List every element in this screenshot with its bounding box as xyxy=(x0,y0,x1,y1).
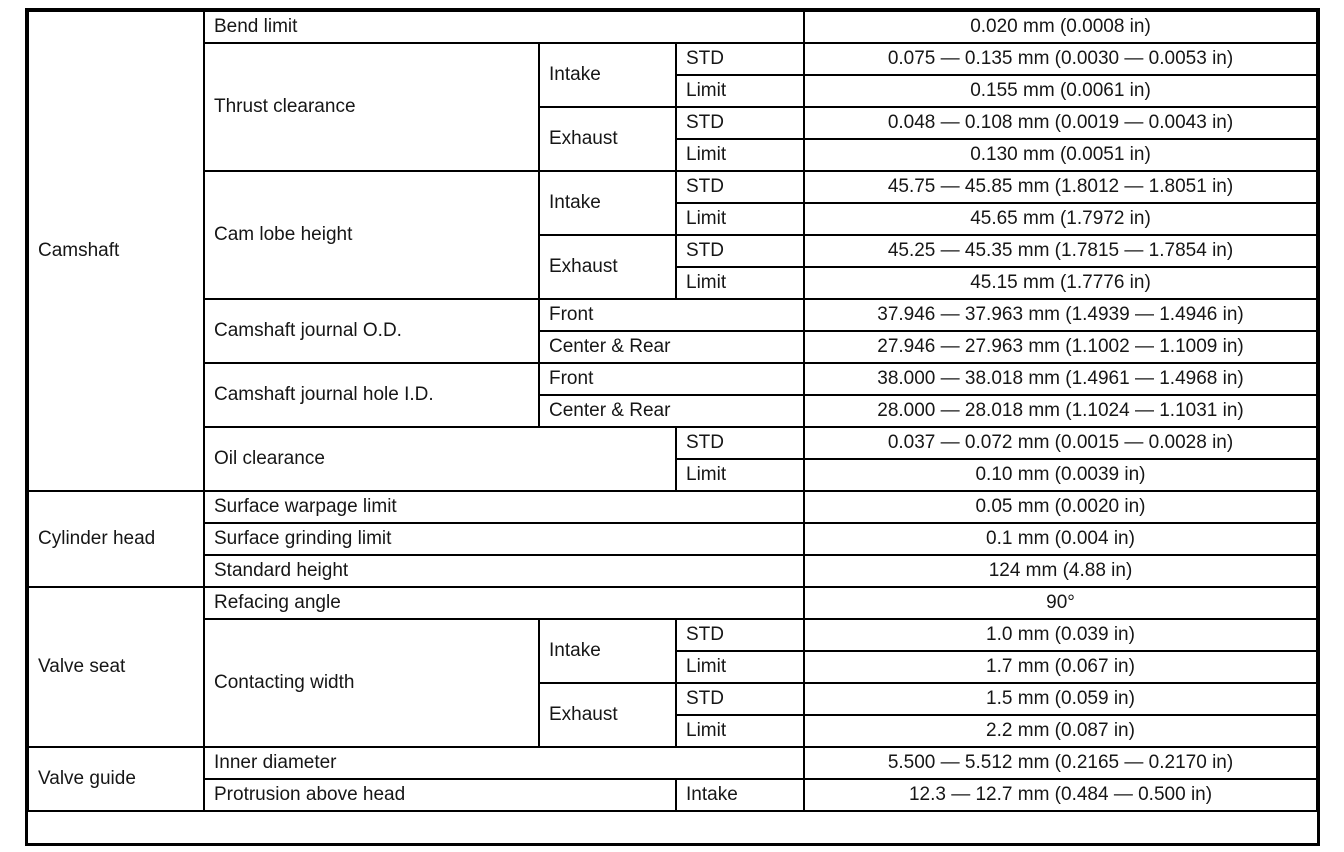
cell-center-rear-label: Center & Rear xyxy=(539,331,804,363)
table-row xyxy=(28,619,1317,651)
cell-journal-od-front-value: 37.946 — 37.963 mm (1.4939 — 1.4946 in) xyxy=(804,299,1317,331)
table-row xyxy=(28,779,1317,811)
cell-journal-od-center-rear-value: 27.946 — 27.963 mm (1.1002 — 1.1009 in) xyxy=(804,331,1317,363)
table-row xyxy=(28,299,1317,331)
cell-limit-label: Limit xyxy=(676,203,804,235)
cell-std-label: STD xyxy=(676,43,804,75)
cell-limit-label: Limit xyxy=(676,651,804,683)
cell-lobe-exhaust-limit-value: 45.15 mm (1.7776 in) xyxy=(804,267,1317,299)
cell-thrust-clearance-label: Thrust clearance xyxy=(204,43,539,171)
table-row xyxy=(28,587,1317,619)
cell-refacing-angle-label: Refacing angle xyxy=(204,587,804,619)
cell-protrusion-label: Protrusion above head xyxy=(204,779,676,811)
cell-surface-grinding-label: Surface grinding limit xyxy=(204,523,804,555)
cell-front-label: Front xyxy=(539,299,804,331)
cell-contacting-width-label: Contacting width xyxy=(204,619,539,747)
cell-limit-label: Limit xyxy=(676,75,804,107)
cell-limit-label: Limit xyxy=(676,715,804,747)
cell-thrust-exhaust-limit-value: 0.130 mm (0.0051 in) xyxy=(804,139,1317,171)
cell-oil-clearance-limit-value: 0.10 mm (0.0039 in) xyxy=(804,459,1317,491)
cell-contacting-exhaust-std-value: 1.5 mm (0.059 in) xyxy=(804,683,1317,715)
cell-std-label: STD xyxy=(676,427,804,459)
cell-limit-label: Limit xyxy=(676,139,804,171)
cell-surface-warpage-label: Surface warpage limit xyxy=(204,491,804,523)
cell-intake-label: Intake xyxy=(676,779,804,811)
cell-surface-grinding-value: 0.1 mm (0.004 in) xyxy=(804,523,1317,555)
cell-inner-diameter-label: Inner diameter xyxy=(204,747,804,779)
cell-std-label: STD xyxy=(676,235,804,267)
table-row xyxy=(28,171,1317,203)
cell-thrust-exhaust-std-value: 0.048 — 0.108 mm (0.0019 — 0.0043 in) xyxy=(804,107,1317,139)
cell-contacting-exhaust-limit-value: 2.2 mm (0.087 in) xyxy=(804,715,1317,747)
cell-component-camshaft: Camshaft xyxy=(28,11,204,491)
table-row xyxy=(28,11,1317,43)
cell-limit-label: Limit xyxy=(676,459,804,491)
cell-journal-hole-id-label: Camshaft journal hole I.D. xyxy=(204,363,539,427)
cell-standard-height-label: Standard height xyxy=(204,555,804,587)
cell-bend-limit-label: Bend limit xyxy=(204,11,804,43)
cell-component-valve-guide: Valve guide xyxy=(28,747,204,811)
cell-journal-od-label: Camshaft journal O.D. xyxy=(204,299,539,363)
cell-refacing-angle-value: 90° xyxy=(804,587,1317,619)
cell-intake-label: Intake xyxy=(539,171,676,235)
cell-journal-id-front-value: 38.000 — 38.018 mm (1.4961 — 1.4968 in) xyxy=(804,363,1317,395)
cell-cam-lobe-height-label: Cam lobe height xyxy=(204,171,539,299)
cell-oil-clearance-std-value: 0.037 — 0.072 mm (0.0015 — 0.0028 in) xyxy=(804,427,1317,459)
table-row xyxy=(28,363,1317,395)
table-row xyxy=(28,43,1317,75)
table-row xyxy=(28,427,1317,459)
cell-exhaust-label: Exhaust xyxy=(539,235,676,299)
cell-std-label: STD xyxy=(676,619,804,651)
cell-journal-id-center-rear-value: 28.000 — 28.018 mm (1.1024 — 1.1031 in) xyxy=(804,395,1317,427)
cell-std-label: STD xyxy=(676,107,804,139)
cell-std-label: STD xyxy=(676,171,804,203)
cell-intake-label: Intake xyxy=(539,43,676,107)
cell-center-rear-label: Center & Rear xyxy=(539,395,804,427)
cell-contacting-intake-limit-value: 1.7 mm (0.067 in) xyxy=(804,651,1317,683)
table-row xyxy=(28,747,1317,779)
cell-lobe-exhaust-std-value: 45.25 — 45.35 mm (1.7815 — 1.7854 in) xyxy=(804,235,1317,267)
cell-lobe-intake-limit-value: 45.65 mm (1.7972 in) xyxy=(804,203,1317,235)
cell-intake-label: Intake xyxy=(539,619,676,683)
table-row xyxy=(28,491,1317,523)
cell-bend-limit-value: 0.020 mm (0.0008 in) xyxy=(804,11,1317,43)
cell-surface-warpage-value: 0.05 mm (0.0020 in) xyxy=(804,491,1317,523)
cell-limit-label: Limit xyxy=(676,267,804,299)
cell-oil-clearance-label: Oil clearance xyxy=(204,427,676,491)
cell-component-cylinder-head: Cylinder head xyxy=(28,491,204,587)
cell-thrust-intake-std-value: 0.075 — 0.135 mm (0.0030 — 0.0053 in) xyxy=(804,43,1317,75)
cell-inner-diameter-value: 5.500 — 5.512 mm (0.2165 — 0.2170 in) xyxy=(804,747,1317,779)
table-row xyxy=(28,555,1317,587)
page-border xyxy=(25,8,1320,846)
cell-exhaust-label: Exhaust xyxy=(539,683,676,747)
engine-spec-table xyxy=(27,10,1318,812)
cell-thrust-intake-limit-value: 0.155 mm (0.0061 in) xyxy=(804,75,1317,107)
cell-component-valve-seat: Valve seat xyxy=(28,587,204,747)
cell-std-label: STD xyxy=(676,683,804,715)
cell-lobe-intake-std-value: 45.75 — 45.85 mm (1.8012 — 1.8051 in) xyxy=(804,171,1317,203)
cell-standard-height-value: 124 mm (4.88 in) xyxy=(804,555,1317,587)
cell-front-label: Front xyxy=(539,363,804,395)
table-row xyxy=(28,523,1317,555)
cell-exhaust-label: Exhaust xyxy=(539,107,676,171)
cell-contacting-intake-std-value: 1.0 mm (0.039 in) xyxy=(804,619,1317,651)
cell-protrusion-value: 12.3 — 12.7 mm (0.484 — 0.500 in) xyxy=(804,779,1317,811)
